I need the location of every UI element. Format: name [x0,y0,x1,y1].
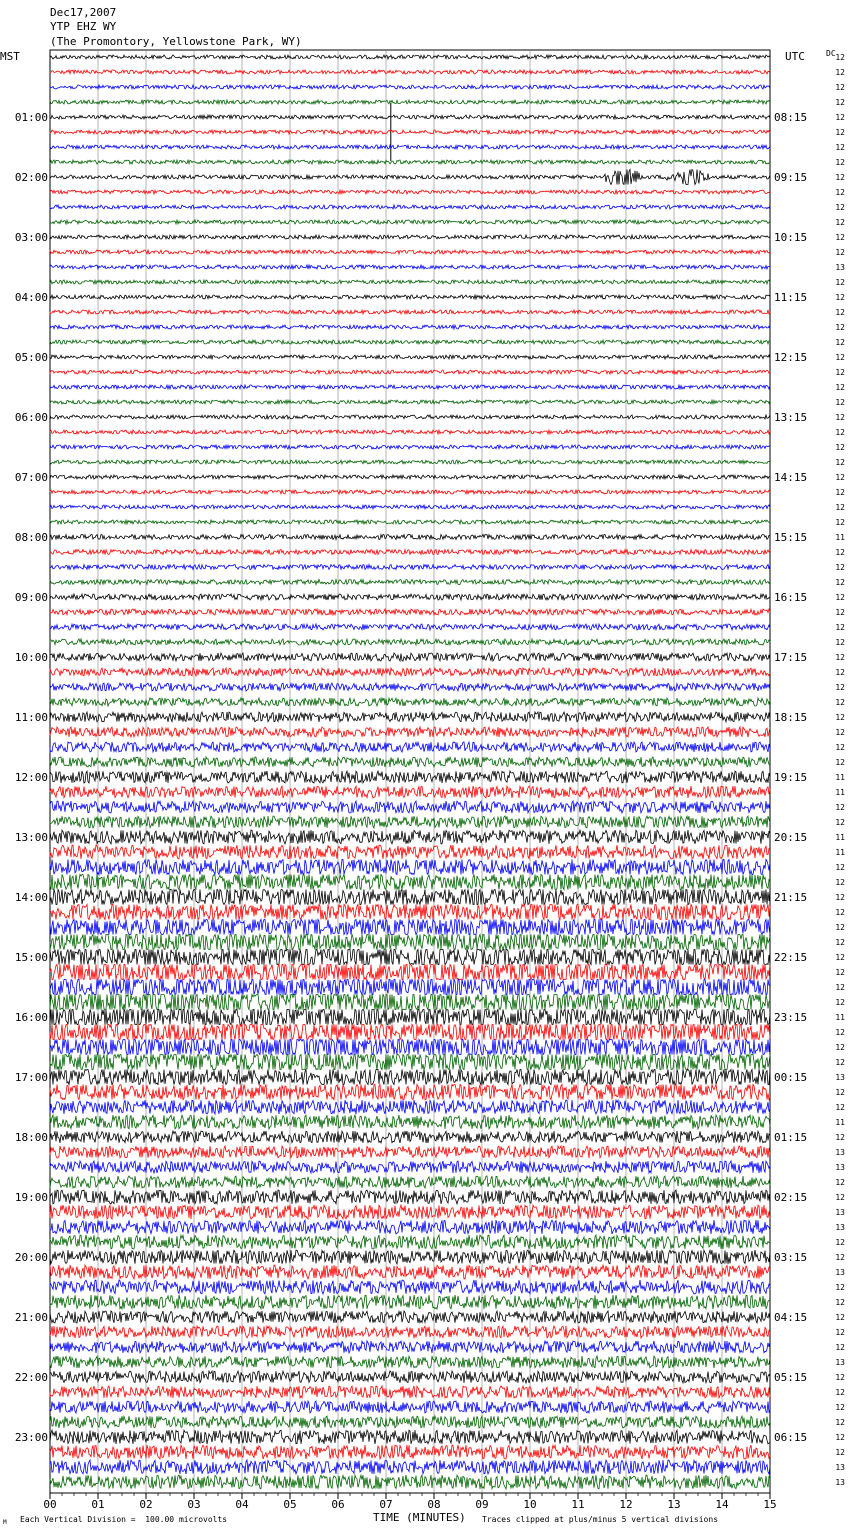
dc-offset-value: 12 [835,383,845,392]
seismic-trace [50,1131,770,1143]
seismic-trace [50,905,770,920]
seismic-trace [50,280,770,284]
dc-offset-value: 12 [835,173,845,182]
dc-offset-value: 12 [835,1283,845,1292]
dc-offset-value: 12 [835,728,845,737]
x-tick-label: 14 [715,1498,729,1511]
seismic-trace [50,742,770,752]
seismic-trace [50,490,770,494]
dc-offset-value: 11 [835,1118,845,1127]
hour-label-right: 11:15 [774,291,808,304]
seismic-trace [50,250,770,254]
dc-offset-value: 12 [835,698,845,707]
hour-label-right: 19:15 [774,771,808,784]
dc-offset-value: 12 [835,608,845,617]
hour-label-right: 10:15 [774,231,808,244]
seismic-trace [50,190,770,194]
seismic-trace [50,1460,770,1474]
seismic-trace [50,205,770,209]
hour-label-right: 12:15 [774,351,808,364]
dc-offset-value: 12 [835,338,845,347]
dc-offset-value: 12 [835,1058,845,1067]
seismic-trace [50,1445,770,1459]
dc-offset-value: 12 [835,398,845,407]
x-tick-label: 09 [475,1498,489,1511]
station-name: YTP EHZ WY [50,20,117,33]
scale-note: Each Vertical Division = 100.00 microvolts [20,1515,228,1524]
clip-note: Traces clipped at plus/minus 5 vertical divisions [482,1515,719,1524]
x-tick-label: 04 [235,1498,249,1511]
hour-label-left: 12:00 [14,771,48,784]
seismic-trace [50,757,770,767]
dc-offset-value: 12 [835,938,845,947]
dc-offset-value: 12 [835,203,845,212]
dc-offset-value: 12 [835,1418,845,1427]
seismic-trace [50,816,770,828]
seismic-trace [50,830,770,844]
seismic-trace [50,1040,770,1055]
seismic-trace [50,115,770,119]
left-timezone-label: MST [0,50,20,63]
hour-label-right: 01:15 [774,1131,808,1144]
hour-label-left: 13:00 [14,831,48,844]
x-tick-label: 11 [571,1498,585,1511]
seismic-trace [50,1235,770,1249]
seismic-trace [50,860,770,875]
dc-offset-value: 12 [835,413,845,422]
dc-offset-value: 12 [835,368,845,377]
seismic-trace [50,653,770,661]
right-timezone-label: UTC [785,50,805,63]
hour-label-left: 17:00 [14,1071,48,1084]
seismic-trace [50,535,770,540]
seismic-trace [50,1341,770,1353]
dc-offset-value: 12 [835,893,845,902]
seismic-trace [50,520,770,524]
dc-offset-value: 12 [835,323,845,332]
hour-label-left: 06:00 [14,411,48,424]
dc-offset-value: 13 [835,1268,845,1277]
dc-offset-value: 11 [835,773,845,782]
dc-offset-value: 12 [835,1133,845,1142]
x-tick-label: 15 [763,1498,777,1511]
dc-offset-value: 12 [835,923,845,932]
dc-offset-value: 12 [835,1403,845,1412]
hour-label-left: 09:00 [14,591,48,604]
seismic-trace [50,1025,770,1040]
hour-label-left: 22:00 [14,1371,48,1384]
seismic-trace [50,55,770,59]
hour-label-right: 04:15 [774,1311,808,1324]
dc-offset-value: 12 [835,473,845,482]
hour-label-right: 14:15 [774,471,808,484]
hour-label-left: 20:00 [14,1251,48,1264]
dc-offset-value: 12 [835,143,845,152]
dc-offset-value: 12 [835,428,845,437]
seismic-trace [50,639,770,645]
hour-label-right: 05:15 [774,1371,808,1384]
hour-label-left: 10:00 [14,651,48,664]
seismic-trace [50,995,770,1010]
seismic-trace [50,100,770,104]
seismic-trace [50,1220,770,1234]
seismic-trace [50,1055,770,1070]
dc-offset-value: 12 [835,98,845,107]
seismic-trace [50,1401,770,1413]
dc-offset-value: 12 [835,863,845,872]
hour-label-right: 02:15 [774,1191,808,1204]
seismic-trace [50,1070,770,1085]
hour-label-left: 11:00 [14,711,48,724]
dc-offset-value: 12 [835,353,845,362]
dc-offset-value: 12 [835,53,845,62]
hour-label-left: 19:00 [14,1191,48,1204]
x-tick-label: 02 [139,1498,153,1511]
dc-offset-value: 12 [835,1448,845,1457]
dc-offset-value: 12 [835,188,845,197]
dc-offset-value: 12 [835,68,845,77]
seismic-trace [50,170,770,185]
dc-offset-value: 12 [835,713,845,722]
seismic-trace [50,1205,770,1219]
seismic-trace [50,1010,770,1025]
dc-offset-value: 13 [835,1163,845,1172]
dc-offset-value: 12 [835,1178,845,1187]
hour-label-right: 03:15 [774,1251,808,1264]
dc-offset-value: 12 [835,878,845,887]
dc-offset-value: 13 [835,1463,845,1472]
dc-offset-value: 12 [835,293,845,302]
hour-label-left: 08:00 [14,531,48,544]
seismic-trace [50,400,770,404]
x-tick-label: 05 [283,1498,297,1511]
seismic-trace [50,727,770,737]
seismic-trace [50,1100,770,1114]
seismic-trace [50,475,770,479]
dc-label: DC [826,49,836,58]
dc-offset-value: 12 [835,818,845,827]
seismic-trace [50,1295,770,1309]
x-tick-label: 08 [427,1498,441,1511]
dc-offset-value: 12 [835,548,845,557]
seismic-trace [50,550,770,555]
seismic-trace [50,935,770,950]
seismic-trace [50,160,770,164]
seismic-trace [50,565,770,570]
dc-offset-value: 12 [835,743,845,752]
dc-offset-value: 12 [835,503,845,512]
seismic-trace [50,594,770,600]
hour-label-right: 00:15 [774,1071,808,1084]
x-tick-label: 10 [523,1498,537,1511]
seismic-trace [50,1176,770,1188]
dc-offset-value: 12 [835,653,845,662]
seismic-trace [50,1430,770,1444]
seismic-trace [50,1356,770,1368]
hour-label-right: 06:15 [774,1431,808,1444]
hour-label-right: 13:15 [774,411,808,424]
seismic-trace [50,1311,770,1323]
x-tick-label: 07 [379,1498,393,1511]
dc-offset-value: 12 [835,758,845,767]
dc-offset-value: 13 [835,1478,845,1487]
record-date: Dec17,2007 [50,6,117,19]
dc-offset-value: 12 [835,1088,845,1097]
dc-offset-value: 12 [835,998,845,1007]
dc-offset-value: 12 [835,83,845,92]
hour-label-right: 16:15 [774,591,808,604]
dc-offset-value: 12 [835,518,845,527]
dc-offset-value: 12 [835,218,845,227]
hour-label-left: 07:00 [14,471,48,484]
dc-offset-value: 13 [835,1148,845,1157]
dc-offset-value: 12 [835,953,845,962]
dc-offset-value: 11 [835,833,845,842]
hour-label-left: 23:00 [14,1431,48,1444]
seismic-trace [50,265,770,269]
seismic-trace [50,965,770,980]
dc-offset-value: 12 [835,1313,845,1322]
x-axis-title: TIME (MINUTES) [373,1511,466,1524]
dc-offset-value: 12 [835,1328,845,1337]
seismic-trace [50,1386,770,1398]
x-tick-label: 06 [331,1498,345,1511]
dc-offset-value: 11 [835,533,845,542]
seismic-trace [50,130,770,134]
hour-label-right: 18:15 [774,711,808,724]
seismic-trace [50,445,770,449]
x-tick-label: 00 [43,1498,57,1511]
dc-offset-value: 12 [835,968,845,977]
seismic-trace [50,430,770,434]
seismic-trace [50,145,770,149]
dc-offset-value: 12 [835,308,845,317]
seismic-trace [50,220,770,224]
dc-offset-value: 12 [835,1028,845,1037]
hour-label-left: 14:00 [14,891,48,904]
x-tick-label: 13 [667,1498,681,1511]
hour-label-left: 21:00 [14,1311,48,1324]
dc-offset-value: 12 [835,248,845,257]
seismic-trace [50,1146,770,1158]
seismic-trace [50,505,770,509]
dc-offset-value: 13 [835,1073,845,1082]
seismic-trace [50,1115,770,1129]
seismic-trace [50,85,770,89]
dc-offset-value: 12 [835,1343,845,1352]
dc-offset-value: 12 [835,1043,845,1052]
dc-offset-value: 12 [835,458,845,467]
seismic-trace [50,875,770,890]
seismic-trace [50,771,770,783]
dc-offset-value: 13 [835,1358,845,1367]
dc-offset-value: 11 [835,1013,845,1022]
dc-offset-value: 12 [835,803,845,812]
seismic-trace [50,1371,770,1383]
seismic-trace [50,890,770,905]
hour-label-left: 03:00 [14,231,48,244]
seismic-trace [50,845,770,859]
seismic-trace [50,950,770,965]
seismic-trace [50,801,770,813]
seismic-trace [50,668,770,676]
dc-offset-value: 11 [835,788,845,797]
dc-offset-value: 12 [835,623,845,632]
dc-offset-value: 12 [835,908,845,917]
hour-label-left: 15:00 [14,951,48,964]
dc-offset-value: 12 [835,1298,845,1307]
dc-offset-value: 13 [835,263,845,272]
dc-offset-value: 12 [835,563,845,572]
hour-label-right: 22:15 [774,951,808,964]
station-location: (The Promontory, Yellowstone Park, WY) [50,35,302,48]
dc-offset-value: 12 [835,158,845,167]
seismic-trace [50,1190,770,1204]
seismic-trace [50,460,770,464]
seismic-trace [50,1085,770,1100]
dc-offset-value: 12 [835,1388,845,1397]
hour-label-right: 15:15 [774,531,808,544]
seismic-trace [50,712,770,722]
dc-offset-value: 12 [835,443,845,452]
seismic-trace [50,295,770,299]
seismic-trace [50,1475,770,1489]
seismic-trace [50,355,770,359]
x-tick-label: 03 [187,1498,201,1511]
seismic-trace [50,325,770,329]
seismic-trace [50,340,770,344]
seismic-trace [50,920,770,935]
x-tick-label: 01 [91,1498,105,1511]
seismic-trace [50,415,770,419]
dc-offset-value: 12 [835,593,845,602]
dc-offset-value: 12 [835,638,845,647]
hour-label-left: 04:00 [14,291,48,304]
seismic-trace [50,609,770,615]
dc-offset-value: 12 [835,1193,845,1202]
seismic-trace [50,698,770,706]
hour-label-left: 18:00 [14,1131,48,1144]
seismic-trace [50,980,770,995]
dc-offset-value: 12 [835,1253,845,1262]
dc-offset-value: 12 [835,278,845,287]
seismic-trace [50,370,770,374]
dc-offset-value: 12 [835,578,845,587]
seismic-trace [50,1416,770,1428]
hour-label-right: 23:15 [774,1011,808,1024]
dc-offset-value: 13 [835,1208,845,1217]
seismic-trace [50,310,770,314]
seismic-trace [50,624,770,630]
dc-offset-value: 12 [835,983,845,992]
dc-offset-value: 12 [835,1433,845,1442]
hour-label-left: 16:00 [14,1011,48,1024]
hour-label-left: 02:00 [14,171,48,184]
hour-label-left: 01:00 [14,111,48,124]
hour-label-right: 20:15 [774,831,808,844]
seismic-trace [50,235,770,239]
seismic-trace [50,786,770,798]
dc-offset-value: 12 [835,1238,845,1247]
hour-label-left: 05:00 [14,351,48,364]
seismic-trace [50,385,770,389]
dc-offset-value: 12 [835,1103,845,1112]
dc-offset-value: 12 [835,128,845,137]
seismic-trace [50,1326,770,1338]
dc-offset-value: 12 [835,233,845,242]
seismic-trace [50,1250,770,1264]
seismic-trace [50,683,770,691]
seismic-trace [50,580,770,585]
hour-label-right: 09:15 [774,171,808,184]
corner-mark: M [3,1519,7,1526]
dc-offset-value: 12 [835,668,845,677]
dc-offset-value: 12 [835,683,845,692]
x-tick-label: 12 [619,1498,633,1511]
seismic-trace [50,1265,770,1279]
hour-label-right: 21:15 [774,891,808,904]
seismic-trace [50,1280,770,1294]
dc-offset-value: 12 [835,1373,845,1382]
seismic-trace [50,70,770,74]
hour-label-right: 08:15 [774,111,808,124]
seismic-trace [50,1161,770,1173]
dc-offset-value: 13 [835,1223,845,1232]
hour-label-right: 17:15 [774,651,808,664]
dc-offset-value: 12 [835,488,845,497]
dc-offset-value: 11 [835,848,845,857]
dc-offset-value: 12 [835,113,845,122]
